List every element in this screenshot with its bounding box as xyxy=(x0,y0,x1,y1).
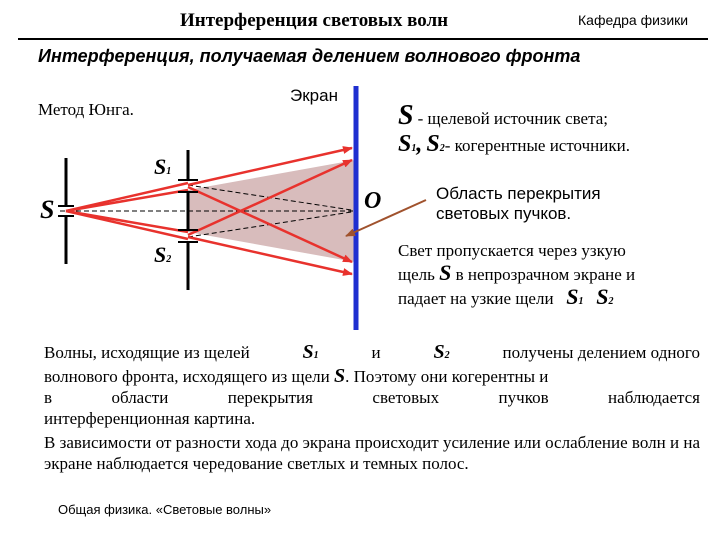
screen-label: Экран xyxy=(290,86,338,105)
light-note: Свет пропускается через узкую щель S в непрозрачном экране и падает на узкие щели S1 S2 xyxy=(398,241,636,309)
paragraph-waves: Волны, исходящие из щелей S1 и S2 получены делением одного волнового фронта, исходящего из щели S. Поэтому они когерентны и в области перекрытия световых пучков наблюдается интерференционная картина. xyxy=(44,341,700,428)
ray-s-s1-bottom xyxy=(66,190,188,211)
source-s-label: S xyxy=(40,195,55,224)
point-o-label: O xyxy=(364,188,382,214)
legend-coherent-line: S1, S2- когерентные источники. xyxy=(398,131,630,157)
footer: Общая физика. «Световые волны» xyxy=(58,502,272,517)
legend-s-line: S - щелевой источник света; xyxy=(398,100,608,131)
method-label: Метод Юнга. xyxy=(38,100,134,119)
s2-label: S2 xyxy=(154,242,172,267)
department-label: Кафедра физики xyxy=(578,12,689,28)
subtitle: Интерференция, получаемая делением волнового фронта xyxy=(38,46,581,66)
overlap-note: Область перекрытия световых пучков. xyxy=(436,184,601,223)
slide-title: Интерференция световых волн xyxy=(180,10,449,31)
s1-label: S1 xyxy=(154,154,172,179)
paragraph-path-difference: В зависимости от разности хода до экрана происходит усиление или ослабление волн и на экране наблюдается чередование светлых и темных полос. xyxy=(44,433,700,473)
ray-s-s2-bottom xyxy=(66,211,188,239)
